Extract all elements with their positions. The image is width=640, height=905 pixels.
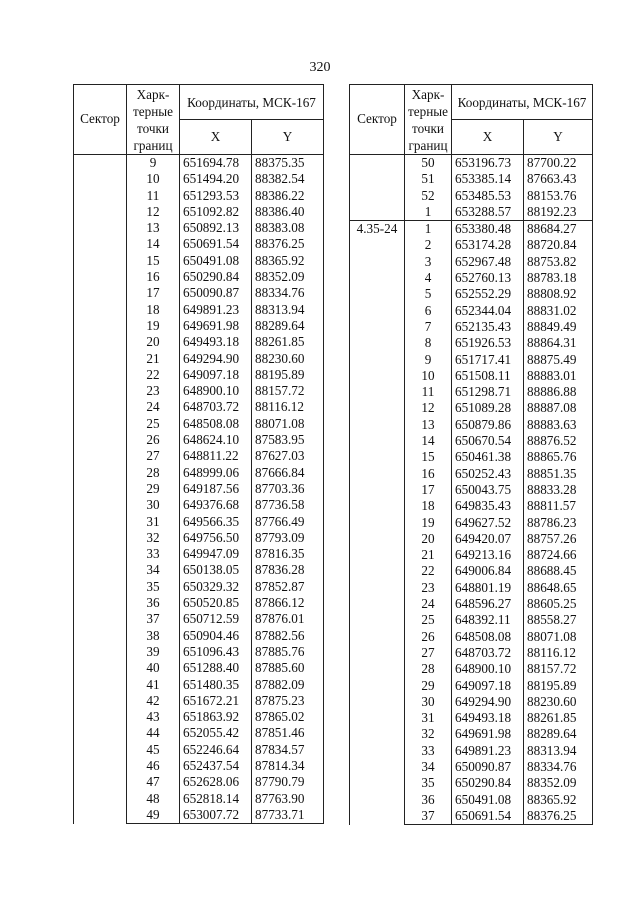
x-cell: 648801.19 [452, 580, 524, 596]
point-cell: 32 [405, 726, 452, 742]
point-cell: 45 [127, 742, 180, 758]
point-cell: 11 [127, 188, 180, 204]
point-cell: 51 [405, 171, 452, 187]
y-cell: 88365.92 [524, 792, 593, 808]
point-cell: 31 [127, 514, 180, 530]
x-cell: 649493.18 [452, 710, 524, 726]
x-cell: 651508.11 [452, 368, 524, 384]
point-cell: 27 [127, 448, 180, 464]
y-cell: 87793.09 [252, 530, 324, 546]
x-cell: 649187.56 [180, 481, 252, 497]
y-cell: 88153.76 [524, 188, 593, 204]
y-cell: 88116.12 [252, 399, 324, 415]
point-cell: 25 [405, 612, 452, 628]
point-cell: 35 [405, 775, 452, 791]
x-cell: 648900.10 [452, 661, 524, 677]
x-cell: 651694.78 [180, 155, 252, 172]
x-cell: 650290.84 [180, 269, 252, 285]
x-cell: 652552.29 [452, 286, 524, 302]
x-cell: 651298.71 [452, 384, 524, 400]
y-cell: 87885.76 [252, 644, 324, 660]
table-body-left [74, 155, 324, 824]
y-cell: 88334.76 [252, 285, 324, 301]
y-cell: 88261.85 [252, 334, 324, 350]
x-cell: 649691.98 [180, 318, 252, 334]
x-cell: 652760.13 [452, 270, 524, 286]
y-cell: 88875.49 [524, 352, 593, 368]
x-cell: 650491.08 [180, 253, 252, 269]
x-cell: 653196.73 [452, 155, 524, 172]
x-cell: 648508.08 [452, 629, 524, 645]
x-cell: 651293.53 [180, 188, 252, 204]
y-cell: 87882.56 [252, 628, 324, 644]
y-cell: 88887.08 [524, 400, 593, 416]
y-cell: 88786.23 [524, 515, 593, 531]
x-cell: 650329.32 [180, 579, 252, 595]
point-cell: 48 [127, 791, 180, 807]
page-number: 320 [309, 60, 331, 75]
point-cell: 2 [405, 237, 452, 253]
y-cell: 88605.25 [524, 596, 593, 612]
x-cell: 649420.07 [452, 531, 524, 547]
header-char-points: Харк-терные точки границ [405, 85, 452, 155]
y-cell: 88071.08 [524, 629, 593, 645]
x-cell: 653485.53 [452, 188, 524, 204]
point-cell: 37 [127, 611, 180, 627]
sector-cell [74, 155, 127, 824]
point-cell: 10 [127, 171, 180, 187]
point-cell: 16 [405, 466, 452, 482]
x-cell: 649627.52 [452, 515, 524, 531]
x-cell: 648392.11 [452, 612, 524, 628]
y-cell: 88386.22 [252, 188, 324, 204]
y-cell: 87736.58 [252, 497, 324, 513]
y-cell: 88195.89 [252, 367, 324, 383]
x-cell: 648900.10 [180, 383, 252, 399]
y-cell: 87865.02 [252, 709, 324, 725]
point-cell: 16 [127, 269, 180, 285]
y-cell: 87852.87 [252, 579, 324, 595]
y-cell: 87583.95 [252, 432, 324, 448]
y-cell: 87875.23 [252, 693, 324, 709]
y-cell: 88757.26 [524, 531, 593, 547]
point-cell: 13 [127, 220, 180, 236]
header-sector: Сектор [74, 85, 127, 155]
x-cell: 650691.54 [180, 236, 252, 252]
y-cell: 87666.84 [252, 465, 324, 481]
y-cell: 88753.82 [524, 254, 593, 270]
x-cell: 651480.35 [180, 677, 252, 693]
point-cell: 15 [127, 253, 180, 269]
y-cell: 88886.88 [524, 384, 593, 400]
x-cell: 650904.46 [180, 628, 252, 644]
y-cell: 87763.90 [252, 791, 324, 807]
point-cell: 33 [405, 743, 452, 759]
point-cell: 21 [405, 547, 452, 563]
y-cell: 88864.31 [524, 335, 593, 351]
y-cell: 87882.09 [252, 677, 324, 693]
x-cell: 652967.48 [452, 254, 524, 270]
x-cell: 650138.05 [180, 562, 252, 578]
point-cell: 43 [127, 709, 180, 725]
y-cell: 88157.72 [524, 661, 593, 677]
point-cell: 36 [127, 595, 180, 611]
point-cell: 18 [127, 302, 180, 318]
point-cell: 23 [405, 580, 452, 596]
table-body-right [350, 155, 593, 825]
header-sector: Сектор [350, 85, 405, 155]
coordinates-table-left [73, 84, 324, 824]
y-cell: 87790.79 [252, 774, 324, 790]
x-cell: 650879.86 [452, 417, 524, 433]
point-cell: 31 [405, 710, 452, 726]
y-cell: 88352.09 [524, 775, 593, 791]
y-cell: 88849.49 [524, 319, 593, 335]
y-cell: 88071.08 [252, 416, 324, 432]
x-cell: 648999.06 [180, 465, 252, 481]
point-cell: 28 [405, 661, 452, 677]
point-cell: 17 [127, 285, 180, 301]
point-cell: 27 [405, 645, 452, 661]
y-cell: 88230.60 [524, 694, 593, 710]
y-cell: 88883.01 [524, 368, 593, 384]
x-cell: 652055.42 [180, 725, 252, 741]
y-cell: 88558.27 [524, 612, 593, 628]
point-cell: 26 [127, 432, 180, 448]
y-cell: 88720.84 [524, 237, 593, 253]
y-cell: 87627.03 [252, 448, 324, 464]
y-cell: 88383.08 [252, 220, 324, 236]
x-cell: 653174.28 [452, 237, 524, 253]
x-cell: 649097.18 [180, 367, 252, 383]
point-cell: 36 [405, 792, 452, 808]
point-cell: 20 [405, 531, 452, 547]
point-cell: 21 [127, 351, 180, 367]
point-cell: 7 [405, 319, 452, 335]
y-cell: 88376.25 [252, 236, 324, 252]
point-cell: 12 [127, 204, 180, 220]
point-cell: 38 [127, 628, 180, 644]
x-cell: 649835.43 [452, 498, 524, 514]
x-cell: 652437.54 [180, 758, 252, 774]
point-cell: 44 [127, 725, 180, 741]
point-cell: 15 [405, 449, 452, 465]
y-cell: 88783.18 [524, 270, 593, 286]
point-cell: 17 [405, 482, 452, 498]
y-cell: 88375.35 [252, 155, 324, 172]
y-cell: 87766.49 [252, 514, 324, 530]
point-cell: 28 [127, 465, 180, 481]
header-y: Y [252, 120, 324, 155]
point-cell: 13 [405, 417, 452, 433]
x-cell: 650491.08 [452, 792, 524, 808]
y-cell: 87876.01 [252, 611, 324, 627]
y-cell: 87703.36 [252, 481, 324, 497]
x-cell: 649891.23 [452, 743, 524, 759]
point-cell: 12 [405, 400, 452, 416]
x-cell: 650892.13 [180, 220, 252, 236]
point-cell: 5 [405, 286, 452, 302]
y-cell: 88876.52 [524, 433, 593, 449]
x-cell: 650290.84 [452, 775, 524, 791]
x-cell: 650520.85 [180, 595, 252, 611]
x-cell: 650691.54 [452, 808, 524, 825]
point-cell: 32 [127, 530, 180, 546]
y-cell: 88313.94 [252, 302, 324, 318]
y-cell: 88230.60 [252, 351, 324, 367]
y-cell: 88313.94 [524, 743, 593, 759]
y-cell: 88382.54 [252, 171, 324, 187]
point-cell: 25 [127, 416, 180, 432]
x-cell: 651717.41 [452, 352, 524, 368]
x-cell: 650670.54 [452, 433, 524, 449]
x-cell: 651863.92 [180, 709, 252, 725]
y-cell: 87834.57 [252, 742, 324, 758]
point-cell: 9 [405, 352, 452, 368]
point-cell: 39 [127, 644, 180, 660]
point-cell: 8 [405, 335, 452, 351]
x-cell: 653385.14 [452, 171, 524, 187]
point-cell: 50 [405, 155, 452, 172]
point-cell: 11 [405, 384, 452, 400]
point-cell: 14 [127, 236, 180, 252]
y-cell: 87816.35 [252, 546, 324, 562]
x-cell: 650712.59 [180, 611, 252, 627]
x-cell: 648596.27 [452, 596, 524, 612]
y-cell: 88192.23 [524, 204, 593, 221]
y-cell: 88376.25 [524, 808, 593, 825]
point-cell: 3 [405, 254, 452, 270]
point-cell: 10 [405, 368, 452, 384]
point-cell: 26 [405, 629, 452, 645]
header-coordinates: Координаты, МСК-167 [452, 85, 593, 120]
x-cell: 648811.22 [180, 448, 252, 464]
point-cell: 33 [127, 546, 180, 562]
x-cell: 648703.72 [180, 399, 252, 415]
x-cell: 649294.90 [452, 694, 524, 710]
x-cell: 649294.90 [180, 351, 252, 367]
header-y: Y [524, 120, 593, 155]
y-cell: 88648.65 [524, 580, 593, 596]
y-cell: 87700.22 [524, 155, 593, 172]
y-cell: 87663.43 [524, 171, 593, 187]
point-cell: 20 [127, 334, 180, 350]
x-cell: 649006.84 [452, 563, 524, 579]
point-cell: 1 [405, 221, 452, 238]
x-cell: 652135.43 [452, 319, 524, 335]
header-char-points: Харк-терные точки границ [127, 85, 180, 155]
point-cell: 22 [405, 563, 452, 579]
x-cell: 652246.64 [180, 742, 252, 758]
point-cell: 30 [127, 497, 180, 513]
y-cell: 88157.72 [252, 383, 324, 399]
sector-cell: 4.35-24 [350, 221, 405, 825]
x-cell: 650252.43 [452, 466, 524, 482]
x-cell: 653380.48 [452, 221, 524, 238]
x-cell: 651096.43 [180, 644, 252, 660]
point-cell: 4 [405, 270, 452, 286]
point-cell: 35 [127, 579, 180, 595]
header-x: X [452, 120, 524, 155]
x-cell: 649891.23 [180, 302, 252, 318]
point-cell: 19 [127, 318, 180, 334]
x-cell: 651672.21 [180, 693, 252, 709]
x-cell: 649493.18 [180, 334, 252, 350]
point-cell: 23 [127, 383, 180, 399]
header-x: X [180, 120, 252, 155]
point-cell: 37 [405, 808, 452, 825]
point-cell: 49 [127, 807, 180, 824]
point-cell: 24 [127, 399, 180, 415]
point-cell: 18 [405, 498, 452, 514]
table-row [350, 155, 593, 172]
y-cell: 88352.09 [252, 269, 324, 285]
x-cell: 650090.87 [452, 759, 524, 775]
y-cell: 87814.34 [252, 758, 324, 774]
table-row [74, 155, 324, 172]
point-cell: 29 [405, 678, 452, 694]
x-cell: 648508.08 [180, 416, 252, 432]
y-cell: 88684.27 [524, 221, 593, 238]
point-cell: 1 [405, 204, 452, 221]
point-cell: 40 [127, 660, 180, 676]
y-cell: 88289.64 [252, 318, 324, 334]
point-cell: 9 [127, 155, 180, 172]
y-cell: 88808.92 [524, 286, 593, 302]
y-cell: 87885.60 [252, 660, 324, 676]
sector-cell [350, 155, 405, 221]
point-cell: 6 [405, 303, 452, 319]
x-cell: 653007.72 [180, 807, 252, 824]
y-cell: 88811.57 [524, 498, 593, 514]
x-cell: 653288.57 [452, 204, 524, 221]
x-cell: 651288.40 [180, 660, 252, 676]
y-cell: 88831.02 [524, 303, 593, 319]
x-cell: 651926.53 [452, 335, 524, 351]
y-cell: 88851.35 [524, 466, 593, 482]
y-cell: 88865.76 [524, 449, 593, 465]
x-cell: 652628.06 [180, 774, 252, 790]
y-cell: 87866.12 [252, 595, 324, 611]
x-cell: 651089.28 [452, 400, 524, 416]
x-cell: 651494.20 [180, 171, 252, 187]
x-cell: 650043.75 [452, 482, 524, 498]
y-cell: 88688.45 [524, 563, 593, 579]
point-cell: 22 [127, 367, 180, 383]
y-cell: 88724.66 [524, 547, 593, 563]
y-cell: 88365.92 [252, 253, 324, 269]
point-cell: 29 [127, 481, 180, 497]
x-cell: 649756.50 [180, 530, 252, 546]
x-cell: 652344.04 [452, 303, 524, 319]
point-cell: 47 [127, 774, 180, 790]
x-cell: 649376.68 [180, 497, 252, 513]
point-cell: 41 [127, 677, 180, 693]
y-cell: 88883.63 [524, 417, 593, 433]
point-cell: 34 [405, 759, 452, 775]
point-cell: 46 [127, 758, 180, 774]
y-cell: 87851.46 [252, 725, 324, 741]
point-cell: 19 [405, 515, 452, 531]
x-cell: 651092.82 [180, 204, 252, 220]
point-cell: 24 [405, 596, 452, 612]
table-row [350, 221, 593, 238]
y-cell: 88833.28 [524, 482, 593, 498]
y-cell: 88195.89 [524, 678, 593, 694]
coordinates-table-right [349, 84, 593, 825]
x-cell: 649566.35 [180, 514, 252, 530]
point-cell: 52 [405, 188, 452, 204]
y-cell: 88116.12 [524, 645, 593, 661]
point-cell: 34 [127, 562, 180, 578]
y-cell: 87836.28 [252, 562, 324, 578]
y-cell: 87733.71 [252, 807, 324, 824]
y-cell: 88261.85 [524, 710, 593, 726]
y-cell: 88289.64 [524, 726, 593, 742]
x-cell: 649947.09 [180, 546, 252, 562]
x-cell: 649213.16 [452, 547, 524, 563]
x-cell: 650090.87 [180, 285, 252, 301]
header-coordinates: Координаты, МСК-167 [180, 85, 324, 120]
point-cell: 30 [405, 694, 452, 710]
x-cell: 650461.38 [452, 449, 524, 465]
y-cell: 88334.76 [524, 759, 593, 775]
y-cell: 88386.40 [252, 204, 324, 220]
x-cell: 648624.10 [180, 432, 252, 448]
x-cell: 649691.98 [452, 726, 524, 742]
point-cell: 42 [127, 693, 180, 709]
x-cell: 649097.18 [452, 678, 524, 694]
point-cell: 14 [405, 433, 452, 449]
x-cell: 648703.72 [452, 645, 524, 661]
x-cell: 652818.14 [180, 791, 252, 807]
